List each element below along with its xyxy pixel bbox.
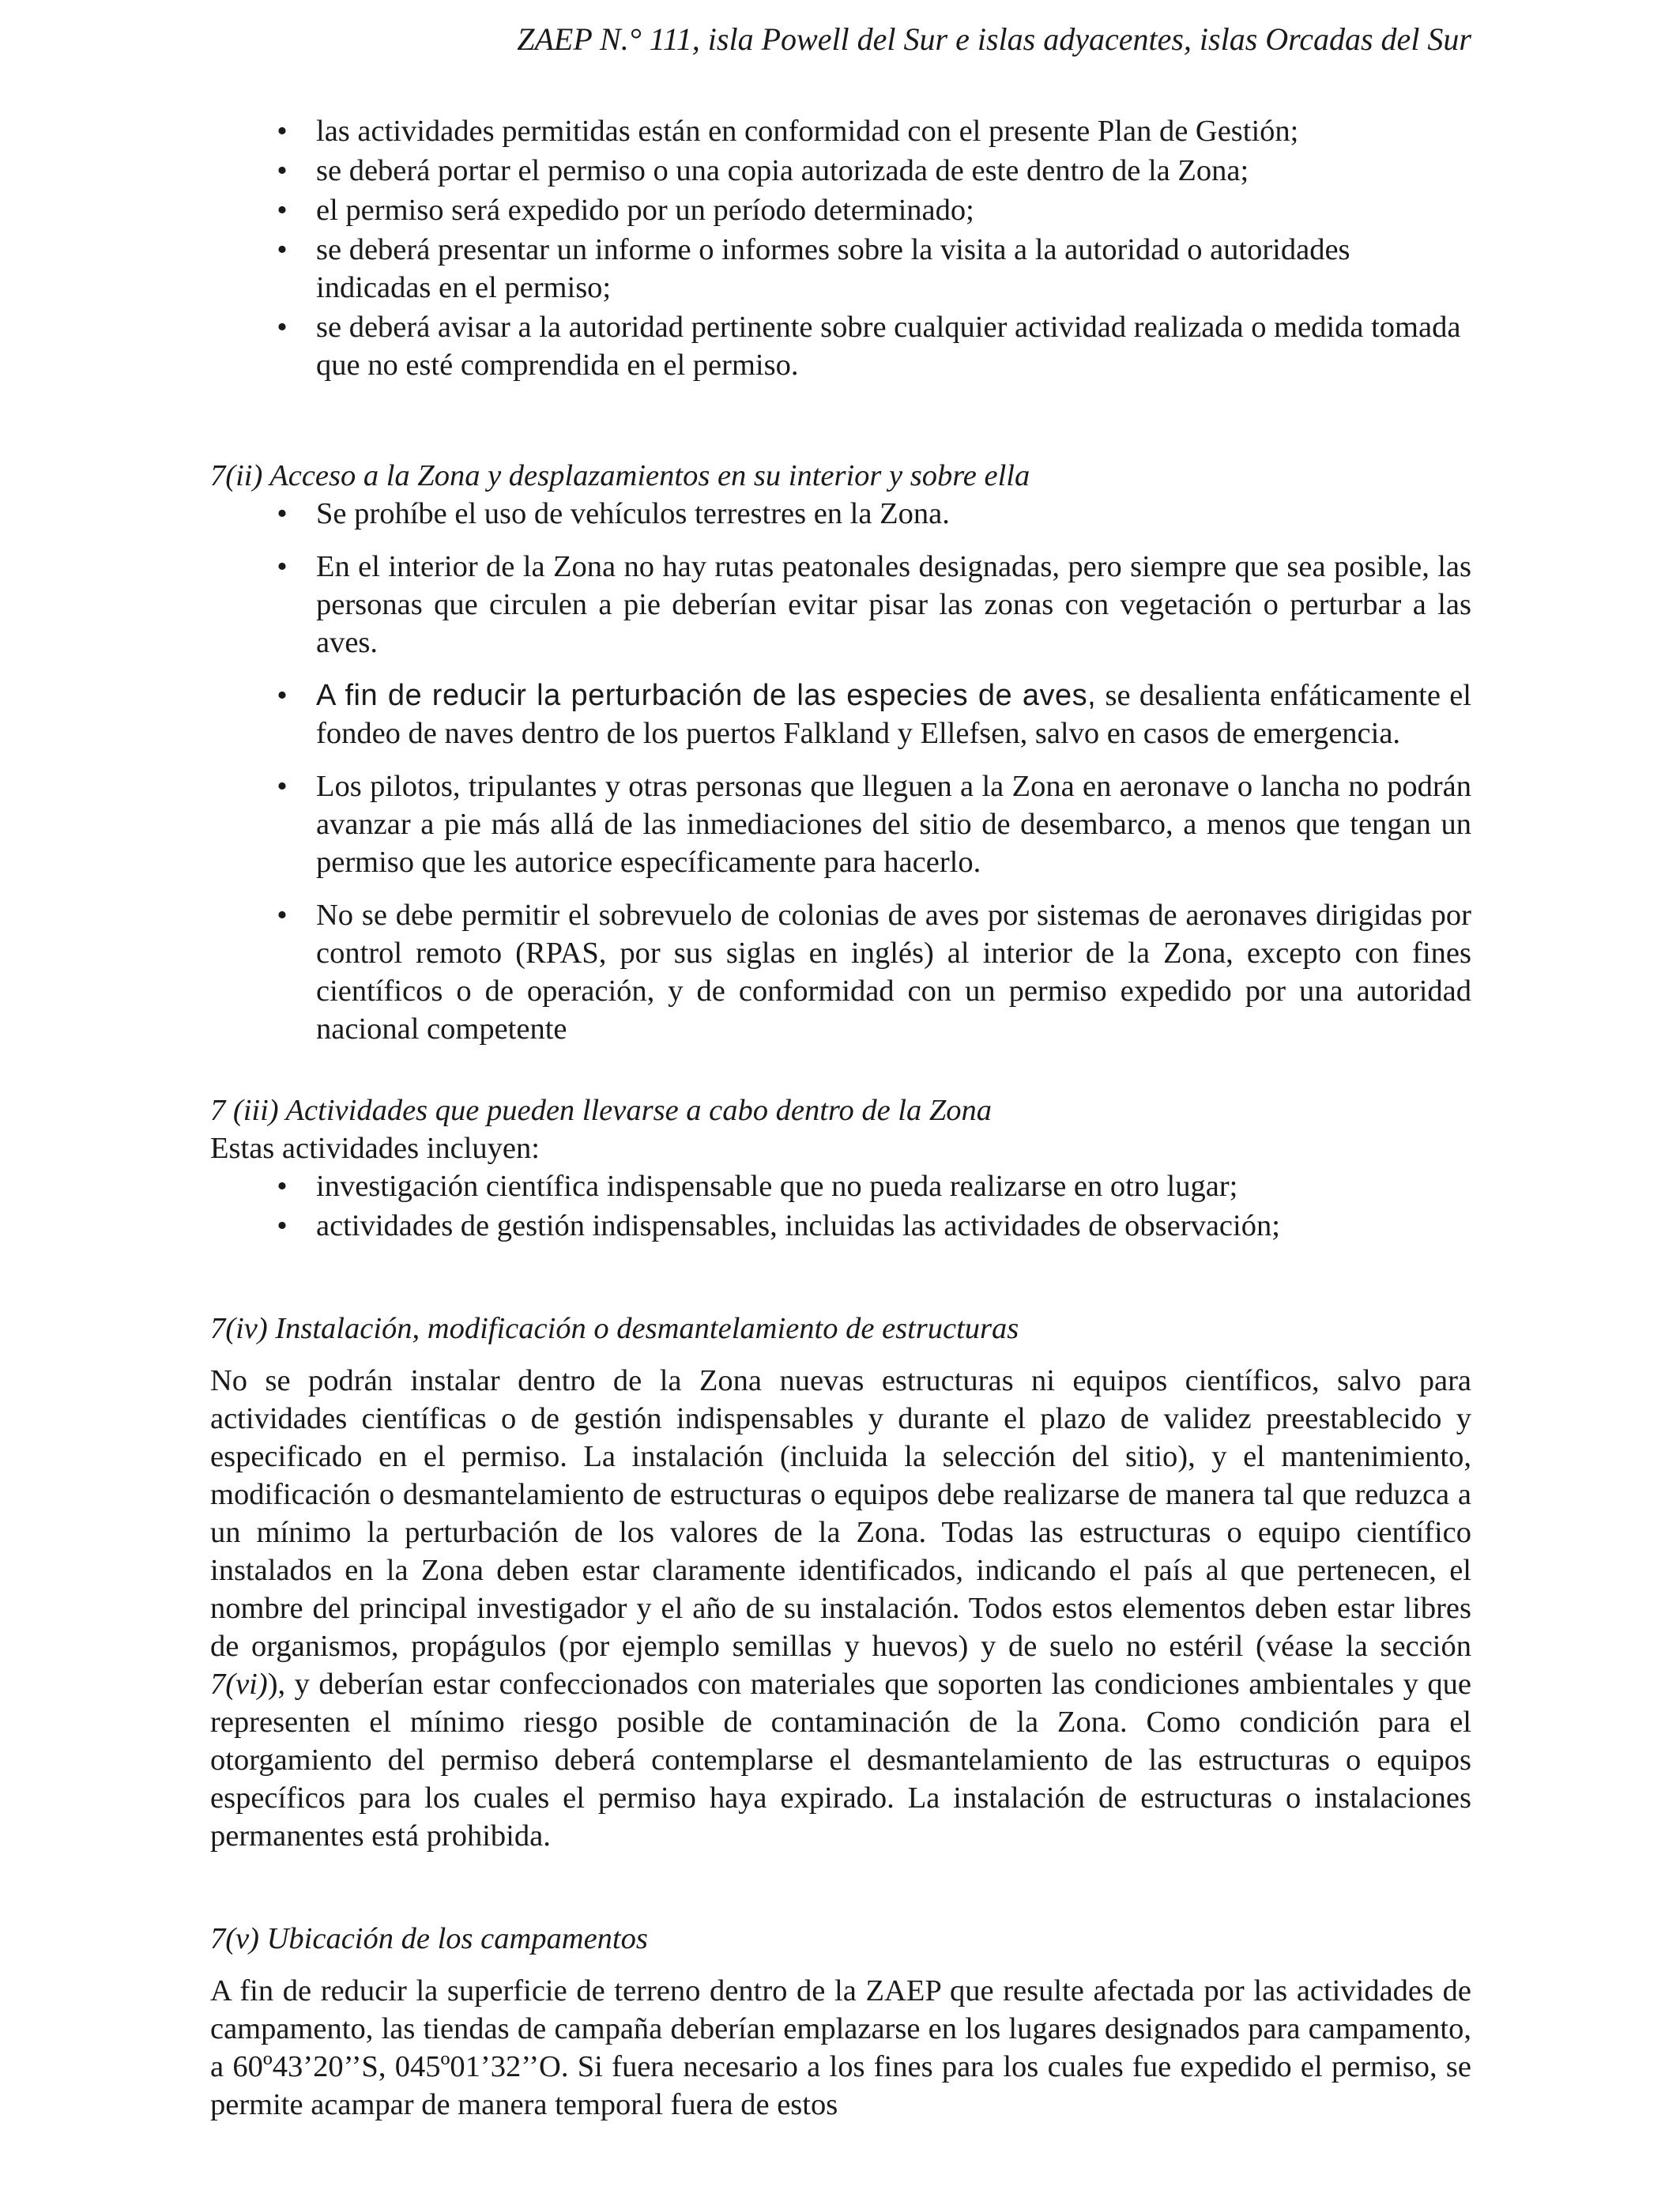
bullet-icon: • bbox=[277, 233, 288, 266]
list-item: • se deberá avisar a la autoridad pertinente sobre cualquier actividad realizada o medida tomada que no esté comprendida en el permiso. bbox=[210, 308, 1471, 384]
list-item bbox=[210, 677, 1471, 752]
bullet-icon: • bbox=[277, 497, 288, 530]
list-item: • el permiso será expedido por un período determinado; bbox=[210, 191, 1471, 229]
section-heading-7iv: 7(iv) Instalación, modificación o desmantelamiento de estructuras bbox=[210, 1312, 1019, 1345]
bullet-icon: • bbox=[277, 679, 288, 712]
section-reference: 7(vi) bbox=[210, 1668, 268, 1701]
anchoring-lead: A fin de reducir la perturbación de las especies de aves, bbox=[316, 679, 1097, 712]
access-rules-list bbox=[210, 495, 1471, 1048]
page-content bbox=[210, 112, 1471, 2124]
bullet-icon: • bbox=[277, 194, 288, 227]
bullet-icon: • bbox=[277, 1209, 288, 1242]
bullet-icon: • bbox=[277, 770, 288, 803]
bullet-icon: • bbox=[277, 550, 288, 583]
section-intro: Estas actividades incluyen: bbox=[210, 1132, 540, 1165]
camps-paragraph: A fin de reducir la superficie de terreno dentro de la ZAEP que resulte afectada por las actividades de campamento, las tiendas de campaña deberían emplazarse en los lugares designados para campamento, a 60º43’20’’S, 045º01’32’’O. Si fuera necesario a los fines para los cuales fue expedido el permiso, se permite acampar de manera temporal fuera de estos bbox=[210, 1974, 1471, 2121]
bullet-icon: • bbox=[277, 311, 288, 344]
list-item: • se deberá presentar un informe o informes sobre la visita a la autoridad o autoridades indicadas en el permiso; bbox=[210, 231, 1471, 307]
anchoring-rest: se desalienta enfáticamente el fondeo de naves dentro de los puertos Falkland y Ellefsen, salvo en casos de emergencia. bbox=[316, 679, 1471, 750]
list-item: • investigación científica indispensable que no pueda realizarse en otro lugar; bbox=[210, 1167, 1471, 1205]
list-item: • las actividades permitidas están en conformidad con el presente Plan de Gestión; bbox=[210, 112, 1471, 150]
running-header: ZAEP N.° 111, isla Powell del Sur e islas adyacentes, islas Orcadas del Sur bbox=[517, 21, 1471, 57]
section-heading-7iii: 7 (iii) Actividades que pueden llevarse a cabo dentro de la Zona bbox=[210, 1094, 993, 1127]
list-item: • En el interior de la Zona no hay rutas peatonales designadas, pero siempre que sea posible, las personas que circulen a pie deberían evitar pisar las zonas con vegetación o perturbar a las aves. bbox=[210, 548, 1471, 662]
camp-coordinates: 60º43’20’’S, 045º01’32’’O bbox=[232, 2050, 561, 2083]
bullet-icon: • bbox=[277, 1170, 288, 1203]
list-item: • No se debe permitir el sobrevuelo de colonias de aves por sistemas de aeronaves dirigidas por control remoto (RPAS, por sus siglas en inglés) al interior de la Zona, excepto con fines científicos o de operación, y de conformidad con un permiso expedido por una autoridad nacional competente bbox=[210, 896, 1471, 1048]
structures-paragraph: No se podrán instalar dentro de la Zona nuevas estructuras ni equipos científicos, salvo para actividades científicas o de gestión indispensables y durante el plazo de validez preestablecido y especificado en el permiso. La instalación (incluida la selección del sitio), y el mantenimiento, modificación o desmantelamiento de estructuras o equipos debe realizarse de manera tal que reduzca a un mínimo la perturbación de los valores de la Zona. Todas las estructuras o equipo científico instalados en la Zona deben estar claramente identificados, indicando el país al que pertenecen, el nombre del principal investigador y el año de su instalación. Todos estos elementos deben estar libres de organismos, propágulos (por ejemplo semillas y huevos) y de suelo no estéril (véase la sección 7(vi)), y deberían estar confeccionados con materiales que soporten las condiciones ambientales y que representen el mínimo riesgo posible de contaminación de la Zona. Como condición para el otorgamiento del permiso deberá contemplarse el desmantelamiento de las estructuras o equipos específicos para los cuales el permiso haya expirado. La instalación de estructuras o instalaciones permanentes está prohibida. bbox=[210, 1364, 1471, 1853]
bullet-icon: • bbox=[277, 899, 288, 932]
list-item: • Los pilotos, tripulantes y otras personas que lleguen a la Zona en aeronave o lancha no podrán avanzar a pie más allá de las inmediaciones del sitio de desembarco, a menos que tengan un permiso que les autorice específicamente para hacerlo. bbox=[210, 767, 1471, 881]
bullet-icon: • bbox=[277, 115, 288, 148]
permit-conditions-list bbox=[210, 112, 1471, 384]
list-item: • se deberá portar el permiso o una copia autorizada de este dentro de la Zona; bbox=[210, 152, 1471, 190]
permitted-activities-list bbox=[210, 1167, 1471, 1245]
section-heading-7ii: 7(ii) Acceso a la Zona y desplazamientos en su interior y sobre ella bbox=[210, 459, 1030, 492]
bullet-icon: • bbox=[277, 154, 288, 187]
section-heading-7v: 7(v) Ubicación de los campamentos bbox=[210, 1922, 648, 1955]
list-item: • actividades de gestión indispensables, incluidas las actividades de observación; bbox=[210, 1207, 1471, 1245]
list-item: • Se prohíbe el uso de vehículos terrestres en la Zona. bbox=[210, 495, 1471, 533]
